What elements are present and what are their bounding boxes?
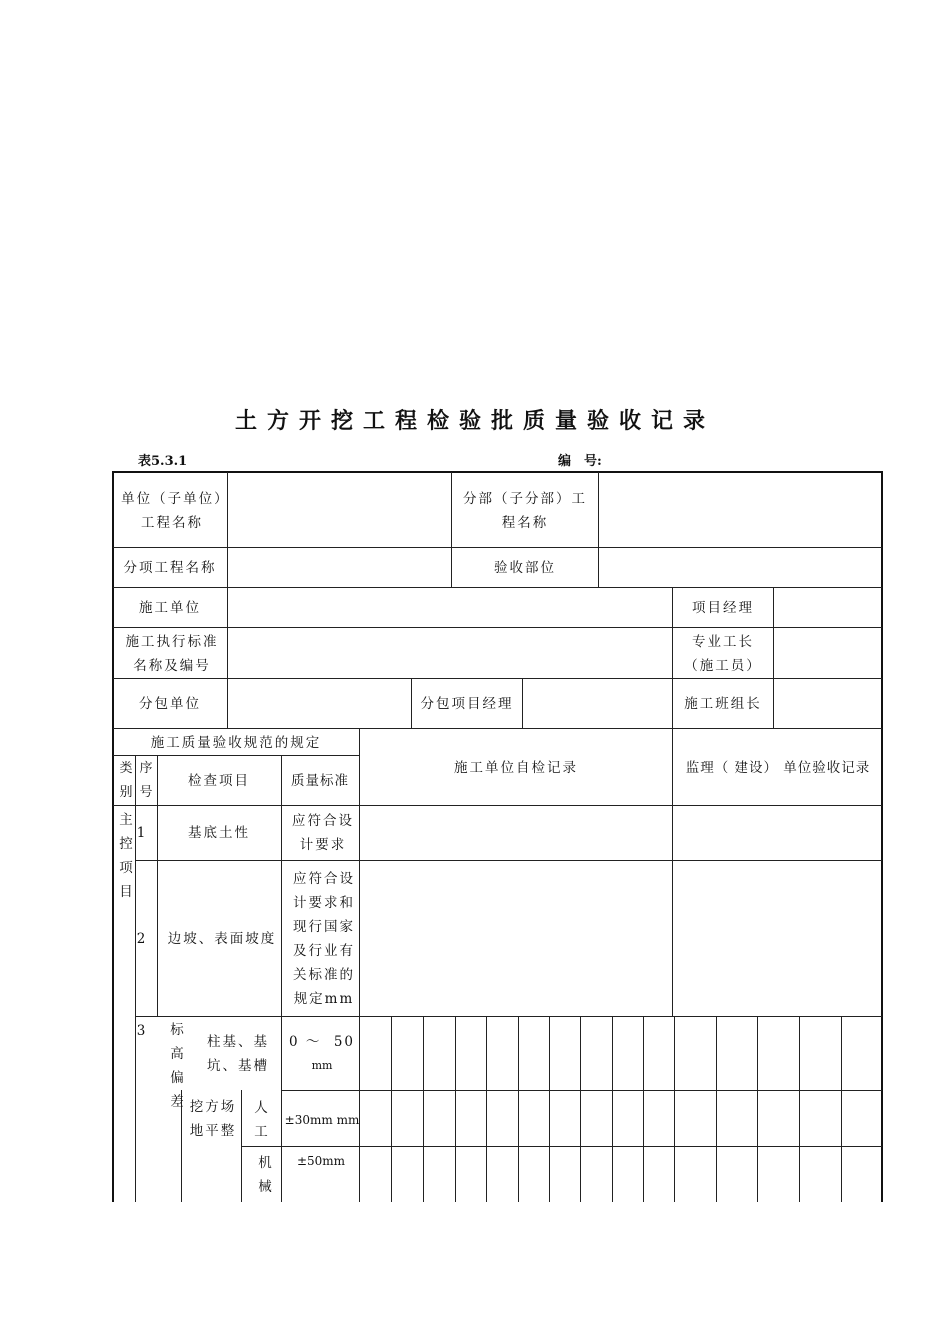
record-cell-divider	[799, 1016, 800, 1202]
record-cell-divider	[841, 1016, 842, 1202]
row1-check-item: 基底土性	[188, 825, 250, 841]
row2-self-check[interactable]	[362, 862, 672, 1016]
col-category: 类别	[119, 760, 133, 800]
record-cell-divider	[612, 1016, 613, 1202]
grid-hline	[136, 1016, 882, 1017]
row3a-std-range-start: 0 ～	[289, 1034, 322, 1050]
label-project-manager: 项目经理	[692, 600, 754, 616]
value-unit-name[interactable]	[228, 474, 450, 547]
label-construction-unit: 施工单位	[139, 600, 201, 616]
col-quality-std: 质量标准	[291, 772, 349, 789]
spec-header: 施工质量验收规范的规定	[150, 734, 322, 751]
grid-hline	[113, 627, 882, 628]
record-cell-divider	[518, 1016, 519, 1202]
record-cell-divider	[391, 1016, 392, 1202]
label-inspection-part: 验收部位	[494, 560, 556, 576]
col-self-check: 施工单位自检记录	[454, 759, 578, 776]
value-project-manager[interactable]	[774, 589, 882, 627]
label-team-leader: 施工班组长	[684, 696, 762, 712]
label-sub-item-name: 分项工程名称	[123, 560, 217, 576]
record-cell-divider	[580, 1016, 581, 1202]
row3-group-elevation-deviation: 标高偏差	[170, 1022, 186, 1110]
row3b-sub-manual: 人工	[254, 1100, 270, 1140]
row2-supervision[interactable]	[674, 862, 882, 1016]
value-inspection-part[interactable]	[600, 549, 882, 587]
grid-hline	[113, 728, 882, 729]
grid-vline	[672, 587, 673, 728]
row1-quality-std: 应符合设计要求	[292, 813, 354, 853]
category-main-control: 主控项目	[119, 812, 135, 900]
table-number: 表5.3.1	[138, 454, 188, 469]
value-team-leader[interactable]	[774, 680, 882, 728]
grid-hline	[241, 1146, 882, 1147]
row3b-quality-std-manual: ±30mm mm	[284, 1113, 360, 1127]
row2-quality-std: 应符合设计要求和现行国家及行业有关标准的规定mm	[293, 871, 355, 1007]
row3a-quality-std	[284, 1030, 360, 1078]
record-cell-divider	[643, 1016, 644, 1202]
row1-self-check[interactable]	[362, 806, 672, 860]
row1-supervision[interactable]	[674, 806, 882, 860]
row1-no: 1	[136, 825, 148, 841]
row2-check-item: 边坡、表面坡度	[167, 931, 277, 947]
grid-vline	[241, 1090, 242, 1202]
value-specialty-foreman[interactable]	[774, 629, 882, 678]
row3b-quality-std-machine: ±50mm	[296, 1154, 346, 1168]
col-seq: 序号	[139, 760, 153, 800]
row3a-check-item: 柱基、基坑、基槽	[207, 1034, 269, 1074]
grid-vline	[672, 728, 673, 1016]
value-sub-item-name[interactable]	[228, 549, 450, 587]
record-cell-divider	[549, 1016, 550, 1202]
row3-no: 3	[136, 1023, 148, 1039]
label-specialty-foreman: 专业工长（施工员）	[684, 633, 762, 674]
page-title: 土方开挖工程检验批质量验收记录	[234, 408, 715, 434]
record-cell-divider	[716, 1016, 717, 1202]
row2-no: 2	[136, 931, 148, 947]
label-standard-name: 施工执行标准名称及编号	[125, 633, 219, 674]
value-standard-name[interactable]	[228, 629, 672, 678]
label-unit-name: 单位（子单位）工程名称	[121, 490, 223, 531]
label-subcontract-unit: 分包单位	[139, 696, 201, 712]
grid-vline	[411, 678, 412, 728]
grid-vline	[522, 678, 523, 728]
value-sub-division-name[interactable]	[600, 474, 882, 547]
grid-vline	[598, 472, 599, 587]
grid-hline	[136, 860, 882, 861]
record-cell-divider	[486, 1016, 487, 1202]
record-cell-divider	[423, 1016, 424, 1202]
row3a-std-range-end: 50	[333, 1034, 355, 1050]
grid-vline	[281, 755, 282, 1202]
serial-number-label: 编 号:	[558, 454, 602, 469]
record-cell-divider	[455, 1016, 456, 1202]
col-supervision: 监理（ 建设） 单位验收记录	[685, 759, 871, 776]
row3a-std-unit: mm	[311, 1059, 333, 1072]
row3b-check-item: 挖方场地平整	[189, 1099, 237, 1139]
grid-hline	[281, 1090, 882, 1091]
record-cell-divider	[674, 1016, 675, 1202]
record-cell-divider	[757, 1016, 758, 1202]
label-subcontract-pm: 分包项目经理	[420, 696, 514, 712]
row3b-sub-machine: 机械	[258, 1155, 274, 1195]
col-check-item: 检查项目	[188, 772, 250, 789]
grid-hline	[113, 587, 882, 588]
label-sub-division-name: 分部（子分部）工程名称	[463, 490, 587, 531]
grid-hline	[113, 547, 882, 548]
value-construction-unit[interactable]	[228, 589, 672, 627]
value-subcontract-unit[interactable]	[228, 680, 410, 728]
grid-hline	[113, 678, 882, 679]
value-subcontract-pm[interactable]	[524, 680, 672, 728]
